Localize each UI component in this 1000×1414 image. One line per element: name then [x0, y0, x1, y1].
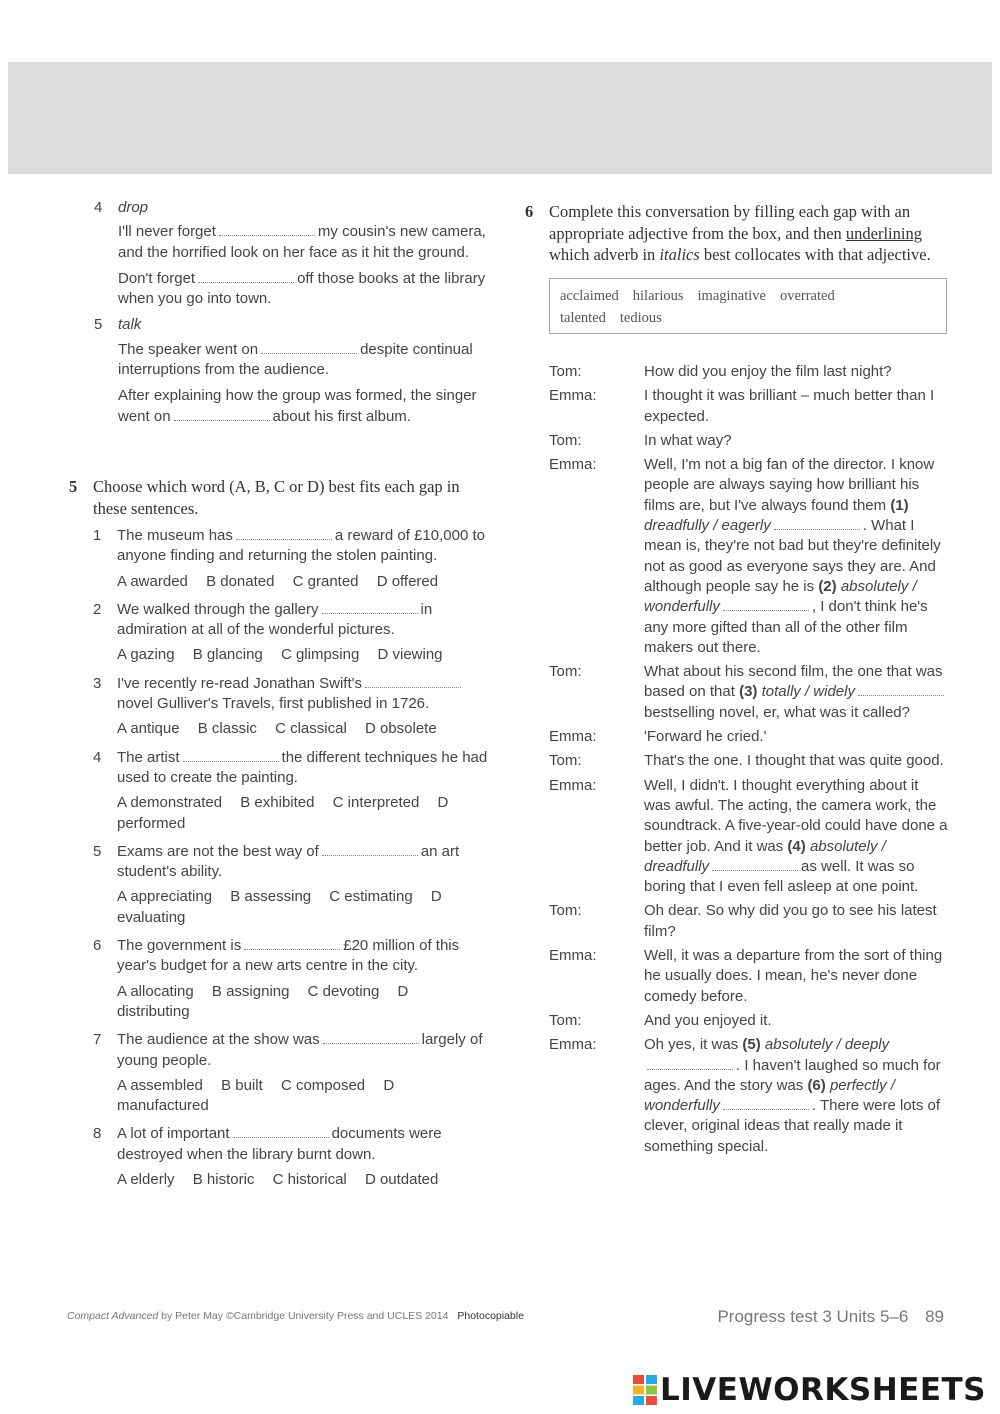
sentence-end: my cousin's new camera, and the horrified look on her face as it hit the ground.: [118, 223, 486, 261]
answer-gap[interactable]: [183, 751, 279, 762]
line-text: Oh yes, it was: [644, 1036, 739, 1054]
left-column: [94, 198, 490, 433]
answer-gap[interactable]: [647, 1059, 733, 1070]
question-number: 5: [93, 842, 102, 860]
instruction-italic: italics: [659, 245, 700, 264]
option[interactable]: C devoting: [307, 982, 380, 1000]
option[interactable]: C granted: [292, 572, 359, 590]
sentence-start: The museum has: [117, 527, 233, 544]
option[interactable]: D obsolete: [364, 720, 437, 738]
exercise-number: 6: [525, 202, 534, 221]
box-word: acclaimed: [560, 287, 619, 304]
line-text: Well, I'm not a big fan of the director. I know people are always saying how brilliant his films are, but I've always found them: [644, 456, 935, 514]
line-text: as well. It was so boring that I even fell asleep at one point.: [644, 857, 919, 896]
question-text: [117, 526, 489, 567]
book-title: Compact Advanced: [67, 1310, 159, 1322]
line-text: 'Forward he cried.': [644, 728, 767, 746]
exercise-5: [69, 476, 489, 519]
gap-sentence: [118, 386, 490, 427]
sentence-end: the different techniques he had used to create the painting.: [117, 748, 488, 786]
dialogue-line: [644, 1011, 949, 1031]
question-text: [117, 748, 489, 789]
question: [93, 842, 489, 928]
adverb-choice[interactable]: dreadfully / eagerly: [644, 517, 771, 535]
option[interactable]: B glancing: [192, 646, 263, 664]
speaker: Emma:: [549, 456, 597, 474]
sentence-start: I've recently re-read Jonathan Swift's: [117, 674, 363, 692]
option[interactable]: D distributing: [117, 982, 409, 1020]
sentence-end: off those books at the library when you go into town.: [118, 269, 486, 308]
speaker: Emma:: [549, 1036, 597, 1054]
dialogue-line: [644, 362, 949, 382]
sentence-end: despite continual interruptions from the audience.: [118, 340, 473, 379]
sentence-end: an art student's ability.: [117, 842, 460, 881]
line-text: , I don't think he's any more gifted than all of the other film makers out there.: [644, 598, 928, 656]
answer-gap[interactable]: [723, 600, 809, 611]
gap-number: (3): [739, 683, 758, 701]
dialogue-line: [644, 386, 949, 427]
line-text: Oh dear. So why did you go to see his latest film?: [644, 902, 937, 940]
option[interactable]: C composed: [280, 1076, 366, 1094]
gap-sentence: [118, 340, 490, 381]
logo-text: LIVEWORKSHEETS: [660, 1372, 986, 1408]
question-number: 3: [93, 674, 102, 692]
option[interactable]: D performed: [117, 794, 449, 832]
line-text: bestselling novel, er, what was it called?: [644, 703, 910, 721]
answer-gap[interactable]: [858, 685, 944, 696]
option[interactable]: B built: [221, 1076, 263, 1094]
line-text: . What I mean is, they're not bad but they're definitely not as good as everyone says they are. And although people say he is: [644, 517, 941, 595]
sentence-end: largely of young people.: [117, 1031, 483, 1069]
option[interactable]: A antique: [117, 720, 180, 738]
line-text: In what way?: [644, 431, 732, 449]
question-text: [117, 842, 489, 883]
dialogue-line: [644, 727, 949, 747]
instruction-text: Choose which word (A, B, C or D) best fits each gap in these sentences.: [93, 477, 460, 518]
option[interactable]: C classical: [275, 720, 347, 738]
liveworksheets-logo: [633, 1372, 986, 1408]
footer-credit: [67, 1310, 524, 1322]
photocopiable-label: Photocopiable: [457, 1310, 524, 1322]
dialogue-turn: [549, 455, 949, 658]
answer-gap[interactable]: [198, 272, 294, 283]
gap-number: (5): [742, 1036, 761, 1054]
dialogue-turn: [549, 776, 949, 898]
line-text: . There were lots of clever, original ideas that really made it something special.: [644, 1097, 940, 1155]
line-text: How did you enjoy the film last night?: [644, 363, 892, 380]
options: [117, 1076, 489, 1117]
sentence-start: The speaker went on: [118, 340, 259, 358]
line-text: That's the one. I thought that was quite good.: [644, 752, 944, 770]
option[interactable]: D outdated: [364, 1171, 439, 1189]
option[interactable]: A demonstrated: [117, 794, 223, 812]
answer-gap[interactable]: [322, 603, 418, 614]
sentence-start: The artist: [117, 748, 180, 766]
dialogue-line: [644, 455, 949, 658]
sentence-start: I'll never forget: [118, 223, 216, 241]
options: [117, 793, 489, 834]
sentence-start: The government is: [117, 937, 242, 955]
option[interactable]: A elderly: [117, 1171, 175, 1189]
dialogue-turn: [549, 362, 949, 382]
instruction-text: Complete this conversation by filling each gap with an appropriate adjective from the box, and then: [549, 202, 911, 243]
gap-number: (6): [807, 1076, 826, 1094]
dialogue-line: [644, 901, 949, 942]
question: [93, 600, 489, 666]
answer-gap[interactable]: [322, 845, 418, 856]
option[interactable]: D manufactured: [117, 1076, 395, 1115]
answer-gap[interactable]: [723, 1099, 809, 1110]
conversation: [549, 362, 949, 1161]
sentence-start: The audience at the show was: [117, 1031, 320, 1049]
option[interactable]: A allocating: [117, 982, 194, 1000]
option[interactable]: A assembled: [117, 1076, 203, 1094]
dialogue-turn: [549, 662, 949, 723]
dialogue-line: [644, 751, 949, 771]
answer-gap[interactable]: [774, 519, 860, 530]
speaker: Tom:: [549, 363, 582, 380]
item-number: 4: [94, 199, 103, 216]
speaker: Tom:: [549, 1011, 582, 1029]
exercise-6-instruction: [525, 201, 947, 266]
instruction-text: which adverb in: [549, 245, 656, 264]
adverb-choice[interactable]: totally / widely: [761, 683, 855, 701]
option[interactable]: D viewing: [377, 646, 443, 664]
sentence-end: documents were destroyed when the library burnt down.: [117, 1125, 442, 1163]
answer-gap[interactable]: [323, 1033, 419, 1044]
answer-gap[interactable]: [365, 677, 461, 688]
option[interactable]: B exhibited: [240, 794, 315, 812]
dialogue-turn: [549, 946, 949, 1007]
dialogue-line: [644, 946, 949, 1007]
sentence-end: in admiration at all of the wonderful pictures.: [117, 600, 433, 639]
dialogue-turn: [549, 751, 949, 771]
adverb-choice[interactable]: perfectly / wonderfully: [644, 1076, 895, 1115]
dialogue-turn: [549, 431, 949, 451]
answer-gap[interactable]: [236, 529, 332, 540]
item-number: 5: [94, 316, 103, 334]
gap-number: (1): [890, 496, 909, 514]
scanned-header-band: [8, 62, 992, 174]
line-text: What about his second film, the one that was based on that: [644, 663, 943, 701]
speaker: Emma:: [549, 387, 597, 405]
adverb-choice[interactable]: absolutely / deeply: [764, 1036, 890, 1054]
sentence-start: After explaining how the group was formed, the singer went on: [118, 387, 477, 425]
adverb-choice[interactable]: absolutely / wonderfully: [644, 577, 917, 616]
dialogue-line: [644, 1035, 949, 1157]
key-word: drop: [118, 199, 149, 216]
sentence-end: a reward of £10,000 to anyone finding and returning the stolen painting.: [117, 527, 485, 565]
question: [93, 526, 489, 592]
dialogue-turn: [549, 1035, 949, 1157]
adverb-choice[interactable]: absolutely / dreadfully: [644, 837, 886, 875]
footer-test-info: [717, 1307, 944, 1327]
dialogue-turn: [549, 727, 949, 747]
option[interactable]: C estimating: [329, 888, 413, 906]
answer-gap[interactable]: [261, 343, 357, 354]
test-title: Progress test 3 Units 5–6: [717, 1307, 909, 1326]
question-text: [117, 1030, 489, 1071]
line-text: I thought it was brilliant – much better than I expected.: [644, 387, 935, 425]
sentence-end: novel Gulliver's Travels, first published in 1726.: [117, 695, 430, 713]
dialogue-turn: [549, 1011, 949, 1031]
line-text: . I haven't laughed so much for ages. And the story was: [644, 1056, 941, 1094]
line-text: And you enjoyed it.: [644, 1011, 772, 1029]
question-number: 6: [93, 937, 102, 955]
option[interactable]: B classic: [197, 720, 257, 738]
exercise-number: 5: [69, 477, 78, 496]
option[interactable]: C glimpsing: [280, 646, 360, 664]
question: [93, 936, 489, 1022]
answer-gap[interactable]: [712, 860, 798, 871]
question-text: [117, 1124, 489, 1165]
question-number: 7: [93, 1031, 102, 1049]
gap-number: (2): [818, 577, 837, 595]
options: [117, 645, 489, 665]
sentence-end: £20 million of this year's budget for a new arts centre in the city.: [117, 937, 460, 975]
question-text: [117, 936, 489, 977]
gap-sentence: [118, 222, 490, 263]
box-word: overrated: [779, 287, 835, 304]
line-text: Well, I didn't. I thought everything about it was awful. The acting, the camera work, the soundtrack. A five-year-old could have done a better job. And it was: [644, 776, 948, 855]
question-number: 8: [93, 1125, 102, 1143]
box-word: hilarious: [632, 287, 684, 304]
question-text: [117, 674, 489, 715]
option[interactable]: A gazing: [117, 646, 175, 664]
options: [117, 719, 489, 739]
box-word: imaginative: [697, 287, 766, 304]
option[interactable]: D offered: [376, 572, 439, 590]
question: [93, 674, 489, 740]
answer-gap[interactable]: [233, 1127, 329, 1138]
word-box: [549, 278, 947, 334]
option[interactable]: B donated: [206, 572, 275, 590]
sentence-start: A lot of important: [117, 1125, 230, 1143]
options: [117, 887, 489, 928]
option[interactable]: C historical: [272, 1171, 347, 1189]
dialogue-line: [644, 662, 949, 723]
answer-gap[interactable]: [244, 939, 340, 950]
key-word: talk: [118, 316, 142, 334]
question: [93, 748, 489, 834]
dialogue-line: [644, 776, 949, 898]
option[interactable]: A appreciating: [117, 888, 213, 906]
sentence-start: We walked through the gallery: [117, 600, 319, 618]
question-text: [117, 600, 489, 641]
speaker: Emma:: [549, 776, 597, 794]
answer-gap[interactable]: [219, 225, 315, 236]
dialogue-line: [644, 431, 949, 451]
speaker: Emma:: [549, 728, 597, 746]
option[interactable]: D evaluating: [117, 888, 442, 926]
exercise-4-item: [94, 315, 490, 426]
option[interactable]: A awarded: [117, 572, 188, 590]
sentence-start: Don't forget: [118, 269, 196, 287]
instruction-text: best collocates with that adjective.: [703, 245, 931, 264]
option[interactable]: B historic: [192, 1171, 255, 1189]
exercise-4-item: [94, 198, 490, 309]
box-word: tedious: [619, 309, 662, 326]
gap-number: (4): [787, 837, 806, 855]
speaker: Tom:: [549, 663, 582, 681]
question-number: 4: [93, 748, 102, 766]
sentence-end: about his first album.: [272, 407, 411, 425]
line-text: Well, it was a departure from the sort of thing he usually does. I mean, he's never done comedy before.: [644, 947, 943, 1005]
speaker: Emma:: [549, 947, 597, 965]
speaker: Tom:: [549, 902, 582, 920]
question: [93, 1030, 489, 1116]
dialogue-turn: [549, 901, 949, 942]
box-word: talented: [560, 309, 606, 326]
question: [93, 1124, 489, 1190]
options: [117, 1170, 489, 1190]
speaker: Tom:: [549, 431, 582, 449]
copyright: by Peter May ©Cambridge University Press and UCLES 2014: [158, 1310, 449, 1322]
options: [117, 982, 489, 1023]
exercise-6: [525, 201, 947, 334]
exercise-5-instruction: [69, 476, 489, 519]
logo-mark-icon: [633, 1375, 657, 1405]
options: [117, 572, 489, 592]
question-number: 2: [93, 600, 102, 618]
gap-sentence: [118, 269, 490, 310]
option[interactable]: B assigning: [211, 982, 290, 1000]
option[interactable]: B assessing: [230, 888, 312, 906]
question-number: 1: [93, 527, 102, 544]
dialogue-turn: [549, 386, 949, 427]
instruction-underlined: underlining: [845, 223, 922, 243]
answer-gap[interactable]: [174, 410, 270, 421]
option[interactable]: C interpreted: [332, 794, 420, 812]
exercise-5-questions: [93, 526, 489, 1198]
sentence-start: Exams are not the best way of: [117, 842, 319, 860]
page-number: 89: [925, 1307, 944, 1326]
speaker: Tom:: [549, 752, 582, 770]
